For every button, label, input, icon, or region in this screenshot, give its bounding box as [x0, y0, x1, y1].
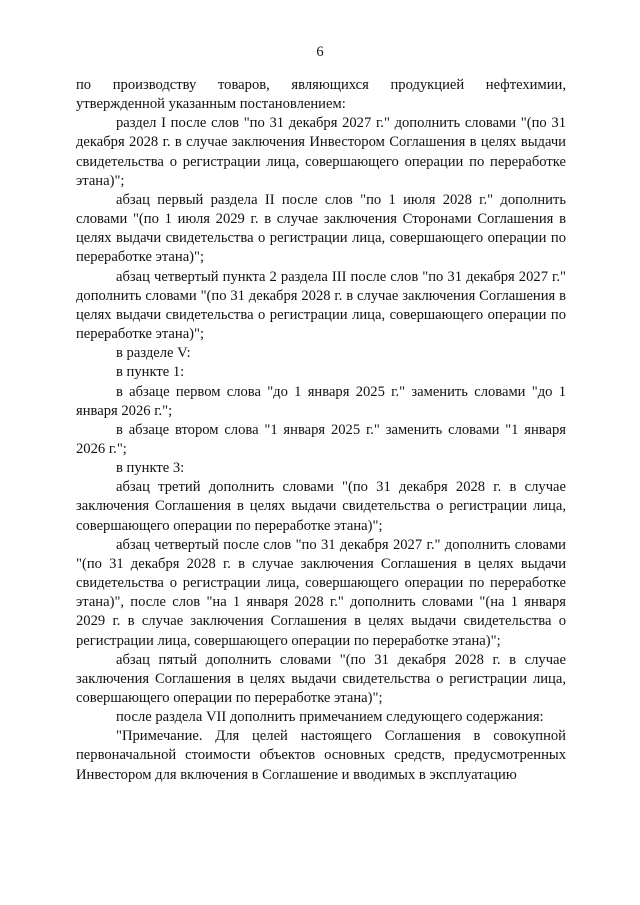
paragraph-section-2: абзац первый раздела II после слов "по 1 июля 2028 г." дополнить словами "(по 1 июля 2029 г. в случае заключения Сторонами Соглашения в целях выдачи свидетельства о регистрации лица, совершающего операции по переработке этана)";: [76, 191, 566, 266]
paragraph-point-3-fourth: абзац четвертый после слов "по 31 декабря 2027 г." дополнить словами "(по 31 декабря 2028 г. в случае заключения Соглашения в целях выдачи свидетельства о регистрации лица, совершающего операции по переработке этана)", после слов "на 1 января 2028 г." дополнить словами "(на 1 января 2029 г. в случае заключения Соглашения в целях выдачи свидетельства о регистрации лица, совершающего операции по переработке этана)";: [76, 536, 566, 649]
page-number: 6: [316, 44, 324, 60]
paragraph-point-1-second: в абзаце втором слова "1 января 2025 г." заменить словами "1 января 2026 г.";: [76, 421, 566, 457]
paragraph-point-3-heading: в пункте 3:: [116, 460, 185, 477]
paragraph-point-1-first: в абзаце первом слова "до 1 января 2025 г." заменить словами "до 1 января 2026 г.";: [76, 383, 566, 419]
paragraph-point-3-third: абзац третий дополнить словами "(по 31 декабря 2028 г. в случае заключения Соглашения в целях выдачи свидетельства о регистрации лица, совершающего операции по переработке этана)";: [76, 479, 566, 534]
paragraph-section-1: раздел I после слов "по 31 декабря 2027 г." дополнить словами "(по 31 декабря 2028 г. в случае заключения Инвестором Соглашения в целях выдачи свидетельства о регистрации лица, совершающего операции по переработке этана)";: [76, 115, 566, 189]
paragraph-section-7-note-intro: после раздела VII дополнить примечанием следующего содержания:: [116, 709, 544, 726]
paragraph-point-1-heading: в пункте 1:: [116, 364, 185, 381]
paragraph-section-5-heading: в разделе V:: [116, 345, 191, 362]
paragraph-continuation: по производству товаров, являющихся продукцией нефтехимии, утвержденной указанным постановлением:: [76, 77, 566, 113]
paragraph-section-3: абзац четвертый пункта 2 раздела III после слов "по 31 декабря 2027 г." дополнить словами "(по 31 декабря 2028 г. в случае заключения Соглашения в целях выдачи свидетельства о регистрации лица, совершающего операции по переработке этана)";: [76, 268, 566, 343]
paragraph-note: "Примечание. Для целей настоящего Соглашения в совокупной первоначальной стоимости объектов основных средств, предусмотренных Инвестором для включения в Соглашение и вводимых в эксплуатацию: [76, 728, 566, 783]
document-body: [76, 76, 566, 785]
paragraph-point-3-fifth: абзац пятый дополнить словами "(по 31 декабря 2028 г. в случае заключения Соглашения в целях выдачи свидетельства о регистрации лица, совершающего операции по переработке этана)";: [76, 651, 566, 706]
